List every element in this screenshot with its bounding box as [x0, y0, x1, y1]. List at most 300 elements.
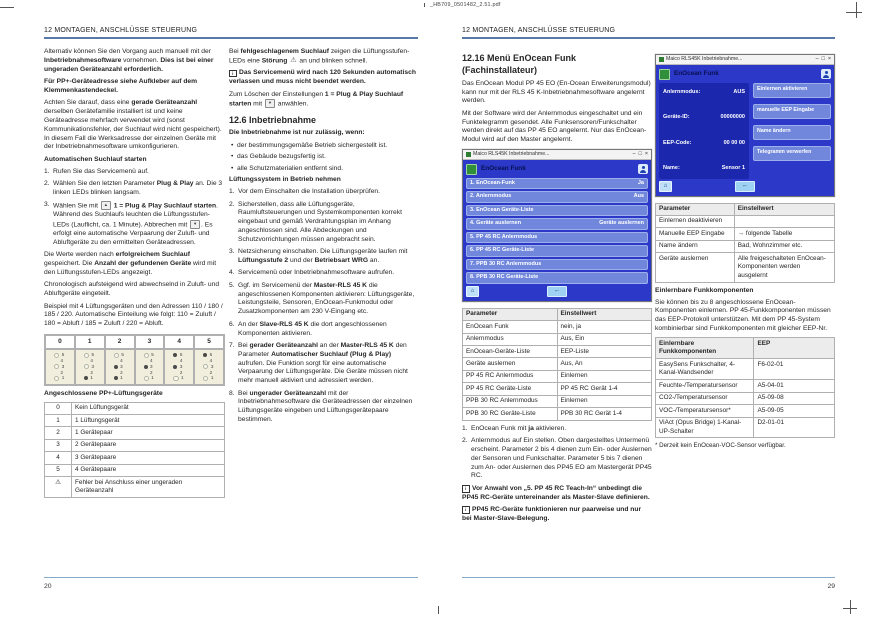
- list-text: [238, 321, 418, 339]
- menu-item-anlernmodus[interactable]: [466, 191, 648, 203]
- led-scale-number: 5: [179, 352, 183, 358]
- pdf-filename: _HB709_0501482_2.51.pdf: [430, 2, 501, 8]
- paragraph: [44, 251, 225, 278]
- menu-item-pp45rc-anlernmodus[interactable]: [466, 232, 648, 244]
- led-dot: [84, 364, 89, 369]
- text-segment: Dies ist bei einer ungeraden Geräteanzahl erforderlich.: [44, 56, 214, 73]
- menu-item-geraete-liste[interactable]: [466, 205, 648, 217]
- table-cell: PPB 30 RC Geräte-Liste: [463, 408, 558, 420]
- led-scale-number: 2: [120, 369, 123, 375]
- text-segment: EnOcean Funk mit: [471, 424, 529, 432]
- text-segment: Das Servicemenü wird nach 120 Sekunden automatisch verlassen und muss nicht beendet werden.: [229, 69, 416, 86]
- table-cell: D2-01-01: [754, 417, 835, 438]
- table-cell: Anlernmodus: [463, 333, 558, 345]
- led-scale-number: 4: [150, 357, 153, 363]
- table-cell: Bad, Wohnzimmer etc.: [734, 240, 834, 252]
- field-label: EEP-Code:: [663, 139, 692, 146]
- table-cell: ViAct (Opus Bridge) 1-Kanal-UP-Schalter: [656, 417, 754, 438]
- led-dot: [114, 376, 118, 380]
- text-segment: . Es erfolgt eine automatische Verpaarung der Zuluft- und Abluftgeräte zu den ermittelten Geräteadressen.: [53, 221, 213, 247]
- column-header: Einstellwert: [557, 308, 652, 320]
- text-segment: anwählen.: [275, 100, 309, 108]
- list-text: [471, 437, 652, 481]
- text-segment: die angeschlossenen Komponenten aktivieren: Lüftungsgeräte, Leistungsteile, Sensoren, EnOcean-Funkmodul oder Zusatzkomponenten am 230 V-Eingang etc.: [238, 281, 415, 316]
- down-button-icon: ▼: [265, 99, 275, 108]
- led-dot: [173, 353, 177, 357]
- paragraph: [44, 48, 225, 75]
- table-row: [463, 395, 652, 407]
- table-cell: Fehler bei Anschluss einer ungeraden Geräteanzahl: [72, 477, 225, 498]
- back-button[interactable]: ←: [735, 181, 755, 192]
- text-segment: die dort angeschlossenen Komponenten aktivieren.: [238, 320, 387, 337]
- list-text: [238, 269, 418, 278]
- list-number: 7.: [229, 341, 235, 349]
- table-row: [45, 439, 225, 451]
- note: [462, 485, 652, 503]
- paragraph: Chronologisch aufsteigend wird abwechselnd in Zuluft- und Abluftgeräte eingeteilt.: [44, 281, 220, 298]
- paragraph: Das EnOcean Modul PP 45 EO (En-Ocean Erweiterungsmodul) kann nur mit der RLS 45 K-Inbetriebnahmesoftware angelernt werden.: [462, 79, 651, 105]
- page-number-right: 29: [827, 583, 835, 590]
- einlernen-aktivieren-button[interactable]: Einlernen aktivieren: [753, 83, 831, 98]
- paragraph: [229, 48, 418, 66]
- list-text: [238, 282, 418, 317]
- bullet-item: • das Gebäude bezugsfertig ist.: [229, 153, 418, 162]
- table-cell: PP 45 RC Anlernmodus: [463, 370, 558, 382]
- screenshot-enocean-menu-window: [462, 149, 652, 302]
- led-dot: [144, 365, 148, 369]
- led-dot: [203, 353, 207, 357]
- right-page-column-1: [462, 48, 652, 527]
- text-segment: Bei: [238, 389, 250, 397]
- table-cell: EnOcean Funk: [463, 321, 558, 333]
- led-dot: [114, 353, 119, 358]
- table-cell: A5-09-05: [754, 405, 835, 417]
- table-cell: F6-02-01: [754, 359, 835, 380]
- text-segment: und der: [288, 257, 315, 265]
- text-segment: ja: [528, 424, 534, 432]
- led-scale-number: 3: [61, 363, 65, 369]
- text-segment: Sicherstellen, dass alle Lüftungsgeräte, Raumluftsteuerungen und Systemkomponenten korrekt eingebaut und gemäß Verdrahtungsplan im Anhang angeschlossen sind. Alle Abdeckungen und Schutzvorrichtungen müssen angebracht sein.: [238, 200, 402, 243]
- led-scale-number: 3: [120, 363, 123, 369]
- text-segment: Bei: [229, 48, 241, 55]
- name-aendern-button[interactable]: Name ändern: [753, 125, 831, 140]
- text-segment: gerader Geräteanzahl: [249, 341, 318, 349]
- menu-item-label: 2. Anlernmodus: [470, 193, 512, 200]
- led-scale-number: 1: [61, 375, 65, 381]
- header-rule: [462, 37, 835, 39]
- table-row: [656, 253, 835, 282]
- list-number: 2.: [462, 437, 468, 445]
- menu-item-ppb30rc-geraete-liste[interactable]: [466, 272, 648, 284]
- led-scale-number: 2: [150, 369, 153, 375]
- text-segment: PP45 RC-Geräte funktionieren nur paarweise und nur bei Master-Slave-Belegung.: [462, 505, 642, 522]
- table-cell: ⚠: [45, 477, 72, 498]
- led-scale-number: 4: [60, 357, 64, 363]
- enocean-logo-icon: [659, 69, 670, 80]
- list-item: [229, 390, 418, 425]
- table-row: [45, 464, 225, 476]
- led-column-label: 4: [164, 335, 194, 349]
- list-number: 3.: [229, 248, 235, 256]
- text-segment: Vor Anwahl von „5. PP 45 RC Teach-In“ unbedingt die PP45 RC-Geräte untereinander als Master-Slave definieren.: [462, 484, 650, 501]
- right-page-header: [462, 27, 835, 39]
- maximize-button[interactable]: □: [638, 151, 642, 158]
- text-segment: 1 = Plug & Play Suchlauf starten: [229, 90, 404, 108]
- text-segment: mit der Inbetriebnahmesoftware die Geräteadressen der einzelnen Lüftungsgeräte eingeben und Lüftungsgerätepaare bestimmen.: [238, 389, 413, 424]
- paragraph: [229, 91, 418, 110]
- table-cell: Aus, Ein: [557, 333, 652, 345]
- table-cell: EasySens Funkschalter, 4-Kanal-Wandsender: [656, 359, 754, 380]
- app-icon: [466, 152, 471, 157]
- led-dot: [173, 365, 177, 369]
- list-number: 1.: [229, 188, 235, 196]
- table-cell: 3: [45, 439, 72, 451]
- app-title: EnOcean Funk: [481, 164, 526, 172]
- led-state-cell: [135, 349, 165, 385]
- list-item: [229, 188, 418, 197]
- led-scale-number: 5: [61, 352, 65, 358]
- info-icon: i: [462, 485, 470, 493]
- list-item: [229, 248, 418, 266]
- warning-icon: ⚠: [290, 56, 297, 64]
- table-row: [656, 359, 835, 380]
- table-row: [45, 452, 225, 464]
- led-state-cell: [164, 349, 194, 385]
- table-cell: VOC-/Temperatursensor*: [656, 405, 754, 417]
- app-body: [656, 65, 834, 196]
- text-segment: an der: [317, 341, 341, 349]
- table-cell: Aus, An: [557, 358, 652, 370]
- subheading: Angeschlossene PP+-Lüftungsgeräte: [44, 389, 163, 397]
- text-segment: Betriebsart WRG: [314, 257, 369, 265]
- app-footer: [659, 181, 831, 193]
- table-row: [463, 321, 652, 333]
- table-cell: A5-04-01: [754, 380, 835, 392]
- table-row: [45, 415, 225, 427]
- field-value: Sensor 1: [721, 165, 745, 172]
- app-footer: [466, 286, 648, 298]
- list-number: 2.: [229, 200, 235, 208]
- left-page-column-2: [229, 48, 418, 428]
- left-page-column-1: [44, 48, 225, 502]
- list-text: [238, 390, 418, 425]
- led-column-label: 5: [194, 335, 224, 349]
- field-value: 00000000: [720, 114, 745, 121]
- list-number: 1.: [462, 424, 468, 432]
- info-icon: i: [462, 506, 470, 514]
- subheading: Einlernbare Funkkomponenten: [655, 286, 754, 294]
- menu-item-label: 3. EnOcean Geräte-Liste: [470, 206, 534, 213]
- note: [462, 506, 652, 524]
- table-row: [463, 333, 652, 345]
- table-row: [45, 477, 225, 498]
- crop-mark: [843, 608, 857, 609]
- text-segment: Master-RLS 45 K: [313, 281, 367, 289]
- text-segment: Servicemenü oder Inbetriebnahmesoftware aufrufen.: [238, 269, 395, 277]
- text-segment: gespeichert. Die: [44, 260, 95, 268]
- crop-mark: [424, 3, 425, 7]
- led-scale-number: 4: [209, 357, 213, 363]
- table-cell: 2: [45, 427, 72, 439]
- field-label: Name:: [663, 165, 680, 172]
- manuelle-eep-eingabe-button[interactable]: manuelle EEP Eingabe: [753, 104, 831, 119]
- text-segment: Rufen Sie das Servicemenü auf.: [53, 167, 149, 175]
- left-page-header: [44, 27, 418, 39]
- table-cell: [734, 215, 834, 227]
- list-item: [229, 282, 418, 317]
- led-scale-number: 1: [120, 375, 123, 381]
- menu-item-label: 5. PP 45 RC Anlernmodus: [470, 233, 538, 240]
- menu-item-geraete-auslernen[interactable]: [466, 218, 648, 230]
- header-rule: [44, 37, 418, 39]
- enocean-logo-icon: [466, 164, 477, 175]
- app-header: [659, 68, 831, 80]
- table-cell: 4 Gerätepaare: [72, 464, 225, 476]
- menu-item-ppb30rc-anlernmodus[interactable]: [466, 259, 648, 271]
- menu-item-value: Aus: [633, 193, 644, 200]
- list-number: 1.: [44, 167, 50, 175]
- table: [44, 402, 225, 499]
- field-anlernmodus: [663, 89, 745, 96]
- window-title: Maico RLS45K Inbetriebnahme...: [666, 56, 743, 63]
- list-item: [229, 201, 418, 245]
- led-state-cell: [75, 349, 105, 385]
- back-button[interactable]: ←: [547, 286, 567, 297]
- list-text: [238, 188, 418, 197]
- field-value: AUS: [733, 88, 745, 95]
- led-column-label: 2: [105, 335, 135, 349]
- field-value: 00 00 00: [723, 139, 745, 146]
- text-segment: an und blinken schnell.: [297, 57, 368, 65]
- menu-item-label: 8. PPB 30 RC Geräte-Liste: [470, 274, 539, 281]
- menu-item-pp45rc-geraete-liste[interactable]: [466, 245, 648, 257]
- led-dot: [144, 376, 149, 381]
- table-cell: → folgende Tabelle: [734, 228, 834, 240]
- text-segment: aufrufen. Die Funktion sorgt für eine automatische Verpaarung der Lüftungsgeräte. Die Geräte müssen nicht mehr manuell aktiviert und adressiert werden.: [238, 359, 408, 385]
- table-cell: 0: [45, 402, 72, 414]
- close-button[interactable]: ×: [827, 55, 831, 62]
- section-heading: 12.6 Inbetriebnahme: [229, 114, 317, 125]
- table-row: [656, 405, 835, 417]
- text-segment: Anlernmodus auf Ein stellen. Oben dargestelltes Untermenü erscheint. Parameter 2 bis 4 dienen zum Ein- oder Auslernen der Sensoren und Funkschalter. Parameter 5 bis 7 dienen zum An- oder Auslernen des PP45 EO am Mastergerät PP45 RC.: [471, 437, 652, 480]
- crop-mark: [0, 7, 14, 8]
- menu-item-value: Ja: [637, 179, 644, 186]
- paragraph: [44, 99, 225, 152]
- table-header-row: [656, 203, 835, 215]
- user-icon[interactable]: [821, 69, 831, 79]
- field-label: Geräte-ID:: [663, 114, 690, 121]
- led-dot: [54, 364, 59, 369]
- led-state-cell: [105, 349, 135, 385]
- list-item: [44, 201, 225, 248]
- led-dot: [203, 364, 208, 369]
- list-number: 6.: [229, 320, 235, 328]
- paragraph: Beispiel mit 4 Lüftungsgeräten und den Adressen 110 / 180 / 185 / 220. Automatische Einteilung wie folgt: 110 = Zuluft / 180 = Abluft / 185 = Zuluft / 220 = Abluft.: [44, 302, 223, 328]
- app-header: [466, 163, 648, 175]
- text-segment: zeigen die Lüftungsstufen-LEDs eine: [229, 48, 410, 65]
- led-scale-number: 5: [209, 352, 213, 358]
- text-segment: Lüftungsstufe 2: [238, 257, 289, 265]
- led-dot: [203, 376, 208, 381]
- list-item: [229, 269, 418, 278]
- text-segment: fehlgeschlagenem Suchlauf: [240, 48, 329, 55]
- table-cell: Einlernen deaktivieren: [656, 215, 735, 227]
- table-cell: 4: [45, 452, 72, 464]
- note: [229, 69, 418, 87]
- minimize-button[interactable]: –: [632, 151, 636, 158]
- text-segment: aktivieren.: [533, 424, 567, 432]
- list-item: [229, 342, 418, 386]
- text-segment: Bei: [238, 341, 250, 349]
- led-scale-number: 1: [181, 375, 184, 381]
- menu-item-enocean-funk[interactable]: [466, 178, 648, 190]
- table-cell: PP 45 RC Gerät 1-4: [557, 383, 652, 395]
- menu-item-value: Geräte auslernen: [599, 220, 644, 227]
- field-geraete-id: [663, 114, 745, 121]
- home-button[interactable]: ⌂: [659, 181, 672, 192]
- led-column-label: 0: [45, 335, 75, 349]
- table-header-row: [656, 338, 835, 359]
- list-number: 2.: [44, 179, 50, 187]
- text-segment: Die Werte werden nach: [44, 251, 116, 259]
- text-segment: Alternativ können Sie den Vorgang auch manuell mit der: [44, 48, 211, 55]
- led-scale-number: 5: [91, 352, 95, 358]
- paragraph: Mit der Software wird der Anlernmodus eingeschaltet und ein Funktelegramm gesendet. Alle Funksensoren/Funkschalter werden direkt auf das PP 45 EO angelernt. Nur das EnOcean-Modul wird auf den Master angelernt.: [462, 109, 647, 144]
- led-dot: [173, 376, 178, 381]
- led-dot: [114, 365, 118, 369]
- menu-item-label: 1. EnOcean-Funk: [470, 179, 515, 186]
- crop-mark: [846, 12, 862, 13]
- field-name: [663, 165, 745, 172]
- table-cell: Alle freigeschalteten EnOcean-Komponenten werden ausgelernt: [734, 253, 834, 282]
- home-button[interactable]: ⌂: [466, 286, 479, 297]
- table-cell: PPB 30 RC Gerät 1-4: [557, 408, 652, 420]
- led-scale-number: 1: [90, 375, 93, 381]
- paragraph: Sie können bis zu 8 angeschlossene EnOcean-Komponenten einlernen. PP 45-Funkkomponenten müssen das EEP-Protokoll unterstützen. Mit dem PP 45-System kombinierbar sind Funkkomponenten mit gleicher EEP-Nr.: [655, 298, 831, 333]
- table-cell: A5-09-08: [754, 392, 835, 404]
- crop-mark: [856, 2, 857, 18]
- text-segment: an. Die 3 linken LEDs blinken langsam.: [53, 179, 223, 196]
- led-scale-number: 4: [179, 357, 183, 363]
- table-cell: 3 Gerätepaare: [72, 452, 225, 464]
- table: [655, 337, 835, 438]
- list-item: [462, 425, 652, 434]
- table-row: [45, 427, 225, 439]
- crop-mark: [438, 606, 439, 614]
- led-dot: [84, 376, 88, 380]
- section-heading-line2: (Fachinstallateur): [462, 64, 538, 75]
- field-panel: [659, 83, 749, 179]
- list-text: [53, 201, 225, 248]
- menu-item-label: 4. Geräte auslernen: [470, 220, 522, 227]
- led-scale-number: 2: [60, 369, 64, 375]
- connected-devices-table: [44, 402, 225, 499]
- table-cell: Einlernen: [557, 395, 652, 407]
- text-segment: ungerader Geräteanzahl: [249, 389, 327, 397]
- list-text: [238, 248, 418, 266]
- paragraph: Die Inbetriebnahme ist nur zulässig, wenn:: [229, 129, 365, 137]
- table-row: [463, 370, 652, 382]
- text-segment: Inbetriebnahmesoftware: [44, 56, 122, 64]
- table-row: [463, 383, 652, 395]
- table-row: [463, 358, 652, 370]
- menu-item-label: 6. PP 45 RC Geräte-Liste: [470, 247, 535, 254]
- text-segment: vornehmen.: [121, 56, 161, 64]
- subheading: Automatischen Suchlauf starten: [44, 155, 147, 163]
- table-cell: 5: [45, 464, 72, 476]
- list-item: [44, 180, 225, 198]
- text-segment: Vor dem Einschalten die Installation überprüfen.: [238, 188, 381, 196]
- footnote: * Derzeit kein EnOcean-VOC-Sensor verfügbar.: [655, 442, 786, 450]
- field-eep-code: [663, 140, 745, 147]
- app-body: [463, 160, 651, 301]
- screenshot-enocean-detail-window: [655, 54, 835, 197]
- led-dot: [144, 353, 149, 358]
- info-icon: i: [229, 70, 237, 78]
- maximize-button[interactable]: □: [821, 55, 825, 62]
- led-scale-number: 1: [210, 375, 214, 381]
- footer-rule: [44, 577, 418, 578]
- menu-item-label: 7. PPB 30 RC Anlernmodus: [470, 260, 542, 267]
- window-titlebar: [463, 150, 651, 160]
- table-cell: EEP-Liste: [557, 346, 652, 358]
- table-row: [656, 240, 835, 252]
- chapter-title: 12 MONTAGEN, ANSCHLÜSSE STEUERUNG: [462, 27, 616, 34]
- led-scale-number: 2: [90, 369, 93, 375]
- text-segment: gerade Geräteanzahl: [131, 99, 198, 107]
- list-text: [471, 425, 652, 434]
- text-segment: Master-RLS 45 K: [340, 341, 394, 349]
- table-cell: Feuchte-/Temperatursensor: [656, 380, 754, 392]
- led-dot: [84, 353, 89, 358]
- led-scale-number: 3: [150, 363, 153, 369]
- table-cell: Geräte auslernen: [656, 253, 735, 282]
- led-scale-number: 3: [179, 363, 183, 369]
- led-scale-number: 2: [179, 369, 183, 375]
- eep-components-table: [655, 337, 835, 438]
- table-cell: PP 45 RC Geräte-Liste: [463, 383, 558, 395]
- table-cell: Manuelle EEP Eingabe: [656, 228, 735, 240]
- table-row: [656, 228, 835, 240]
- text-segment: Wählen Sie den letzten Parameter: [53, 179, 157, 187]
- user-icon[interactable]: [638, 164, 648, 174]
- text-segment: 1 = Plug & Play Suchlauf starten: [113, 202, 217, 210]
- list-text: [53, 168, 225, 177]
- minimize-button[interactable]: –: [815, 55, 819, 62]
- table-cell: Kein Lüftungsgerät: [72, 402, 225, 414]
- text-segment: Zum Löschen der Einstellungen: [229, 90, 325, 98]
- led-column-label: 1: [75, 335, 105, 349]
- text-segment: Achten Sie darauf, dass eine: [44, 99, 132, 107]
- close-button[interactable]: ×: [644, 151, 648, 158]
- bullet-item: • alle Schutzmaterialien entfernt sind.: [229, 165, 418, 174]
- table: [655, 203, 835, 283]
- field-label: Anlernmodus:: [663, 88, 701, 95]
- table-cell: CO2-/Temperatursensor: [656, 392, 754, 404]
- led-scale-number: 5: [151, 352, 154, 358]
- telegramm-verwerfen-button[interactable]: Telegramm verwerfen: [753, 146, 831, 161]
- footer-rule: [462, 577, 835, 578]
- crop-mark: [850, 600, 851, 614]
- table: [462, 308, 652, 421]
- list-text: [238, 201, 418, 245]
- chapter-title: 12 MONTAGEN, ANSCHLÜSSE STEUERUNG: [44, 27, 198, 34]
- led-scale-number: 4: [120, 357, 123, 363]
- text-segment: an.: [368, 257, 380, 265]
- column-header: Parameter: [656, 203, 735, 215]
- led-state-cell: [45, 349, 75, 385]
- app-title: EnOcean Funk: [674, 69, 719, 77]
